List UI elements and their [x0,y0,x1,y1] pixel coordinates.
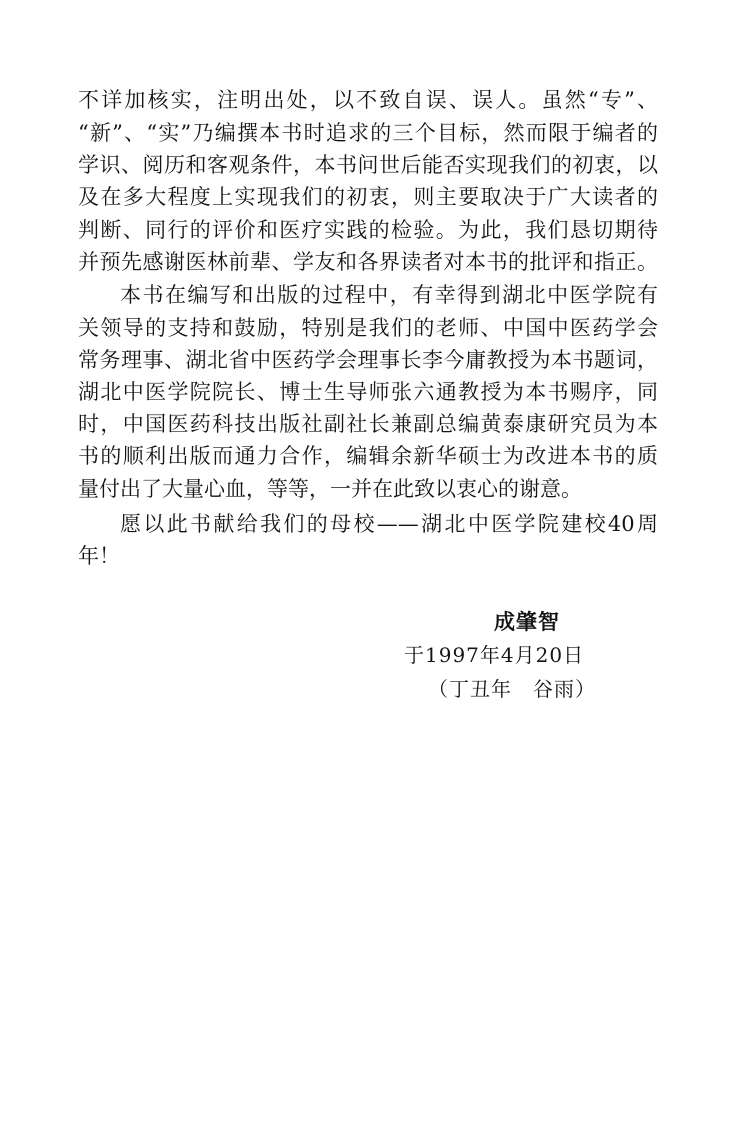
text-line: 常务理事、湖北省中医药学会理事长李今庸教授为本书题词， [78,348,658,372]
text-line: 年！ [78,544,120,568]
text-line: 学识、阅历和客观条件，本书问世后能否实现我们的初衷，以 [78,153,658,177]
text-line: 不详加核实，注明出处，以不致自误、误人。虽然“专”、 [78,88,658,112]
text-line: 本书在编写和出版的过程中，有幸得到湖北中医学院有 [120,283,658,307]
author-name: 成肇智 [494,609,560,634]
text-line: 关领导的支持和鼓励，特别是我们的老师、中国中医药学会 [78,316,658,340]
signature-ganzhi: （丁丑年 谷雨） [428,677,596,701]
text-line: 时，中国医药科技出版社副社长兼副总编黄泰康研究员为本 [78,412,658,436]
text-line: “新”、“实”乃编撰本书时追求的三个目标，然而限于编者的 [78,121,658,145]
text-line: 湖北中医学院院长、博士生导师张六通教授为本书赐序，同 [78,380,658,404]
signature-date: 于1997年4月20日 [404,643,585,667]
text-line: 书的顺利出版而通力合作，编辑余新华硕士为改进本书的质 [78,444,658,468]
text-line: 判断、同行的评价和医疗实践的检验。为此，我们恳切期待 [78,218,658,242]
text-line: 及在多大程度上实现我们的初衷，则主要取决于广大读者的 [78,185,658,209]
text-line: 量付出了大量心血，等等，一并在此致以衷心的谢意。 [78,477,582,501]
text-line: 并预先感谢医林前辈、学友和各界读者对本书的批评和指正。 [78,250,658,274]
text-line: 愿以此书献给我们的母校——湖北中医学院建校40周 [120,512,658,536]
